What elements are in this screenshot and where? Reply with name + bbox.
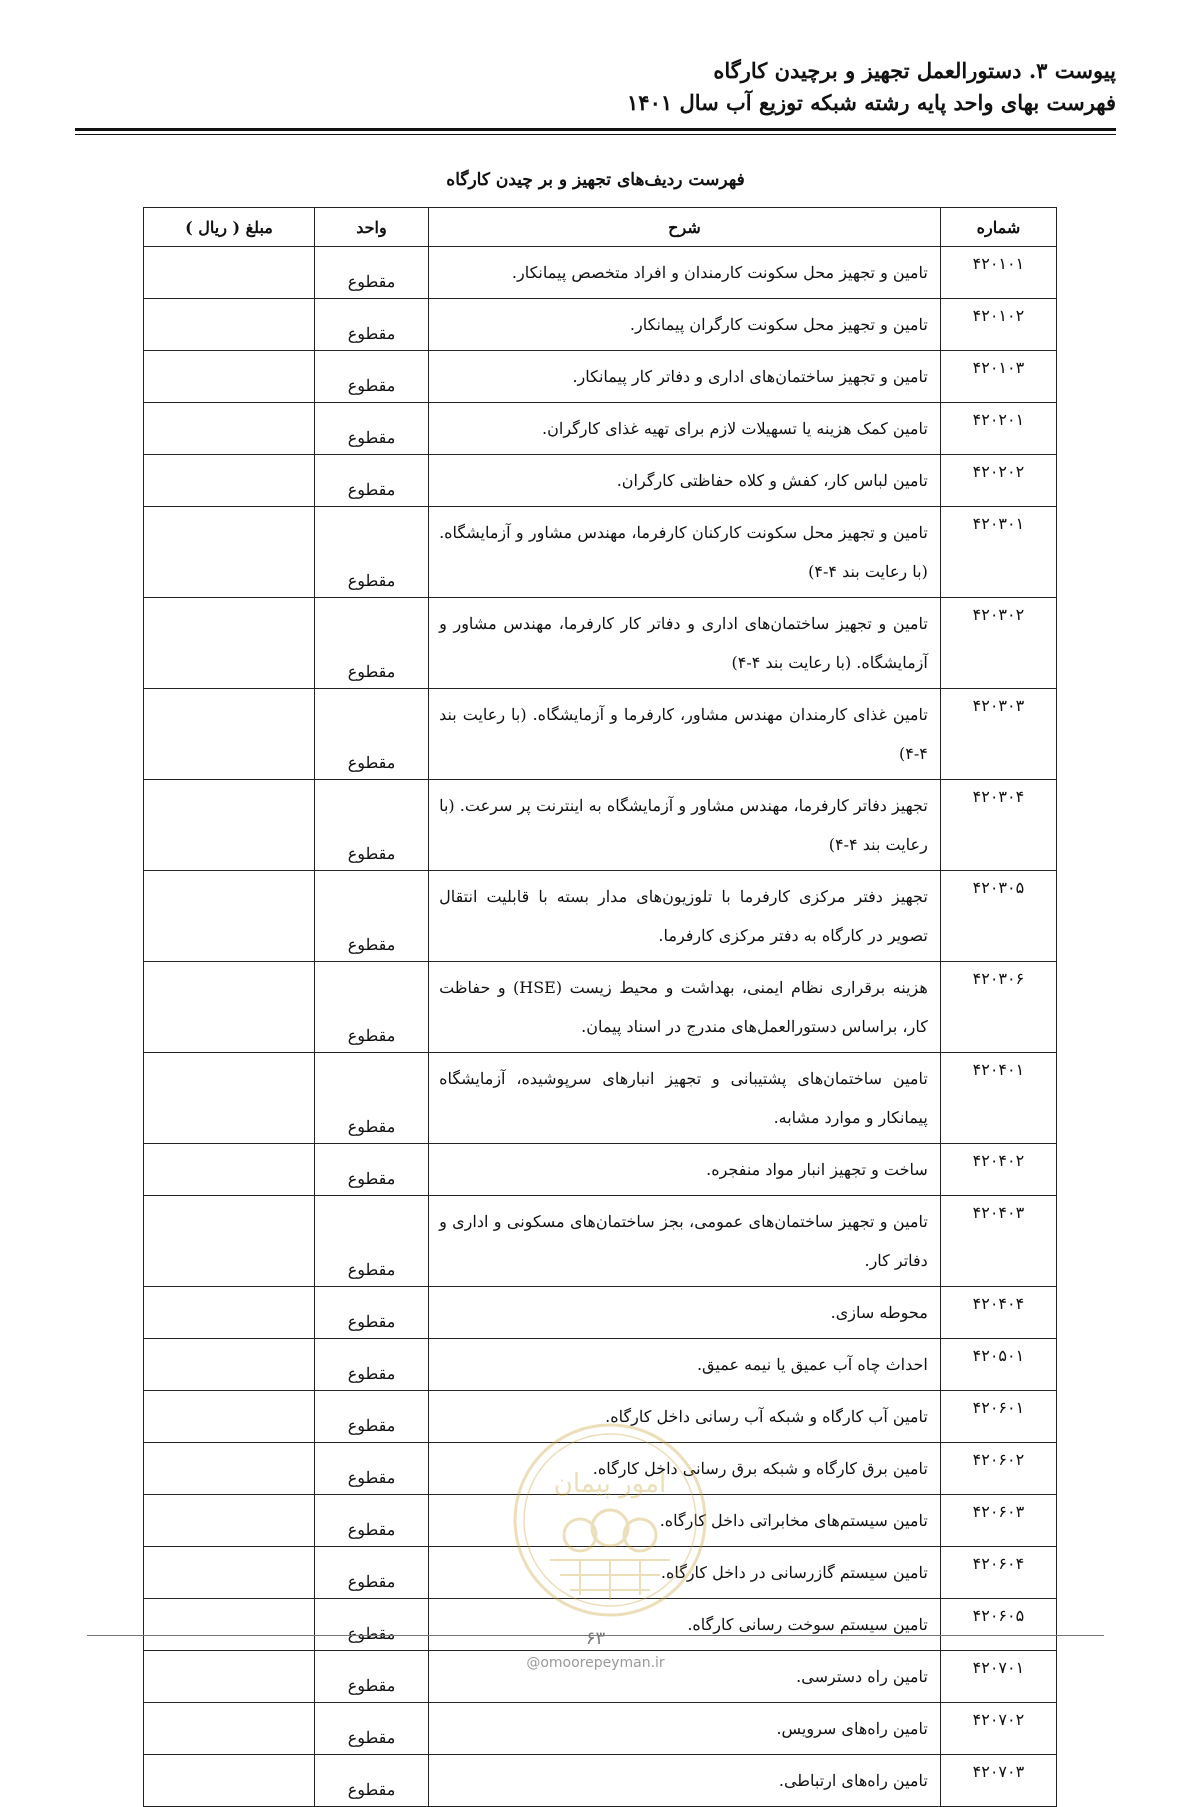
row-number: ۴۲۰۱۰۲ [940, 299, 1056, 351]
row-number: ۴۲۰۱۰۱ [940, 247, 1056, 299]
row-unit: مقطوع [314, 247, 428, 299]
row-unit: مقطوع [314, 1599, 428, 1651]
table-row [144, 871, 1057, 962]
table-row [144, 507, 1057, 598]
row-amount [144, 1495, 315, 1547]
row-number: ۴۲۰۳۰۶ [940, 962, 1056, 1053]
seal-text: امور پیمان [553, 1469, 667, 1499]
row-description: تامین راه‌های ارتباطی. [429, 1755, 941, 1807]
row-unit: مقطوع [314, 780, 428, 871]
row-description: تامین و تجهیز ساختمان‌های اداری و دفاتر کار پیمانکار. [429, 351, 941, 403]
table-row [144, 1755, 1057, 1807]
row-unit: مقطوع [314, 1443, 428, 1495]
row-description: تامین ساختمان‌های پشتیبانی و تجهیز انبارهای سرپوشیده، آزمایشگاه پیمانکار و موارد مشابه. [429, 1053, 941, 1144]
row-description: تامین و تجهیز محل سکونت کارمندان و افراد متخصص پیمانکار. [429, 247, 941, 299]
row-description: تامین برق کارگاه و شبکه برق رسانی داخل کارگاه. [429, 1443, 941, 1495]
row-description: تامین راه دسترسی. [429, 1651, 941, 1703]
row-amount [144, 455, 315, 507]
watermark-text: @omoorepeyman.ir [526, 1655, 665, 1671]
row-unit: مقطوع [314, 1144, 428, 1196]
table-row [144, 1287, 1057, 1339]
footer-rule [87, 1635, 1104, 1636]
row-amount [144, 1547, 315, 1599]
row-description: تامین غذای کارمندان مهندس مشاور، کارفرما و آزمایشگاه. (با رعایت بند ۴-۴) [429, 689, 941, 780]
row-unit: مقطوع [314, 1053, 428, 1144]
column-header-number: شماره [940, 208, 1056, 247]
row-amount [144, 1287, 315, 1339]
page-number: ۶۳ [585, 1628, 606, 1649]
row-unit: مقطوع [314, 351, 428, 403]
row-description: تامین سیستم سوخت رسانی کارگاه. [429, 1599, 941, 1651]
row-amount [144, 1144, 315, 1196]
column-header-unit: واحد [314, 208, 428, 247]
row-unit: مقطوع [314, 1287, 428, 1339]
table-row [144, 247, 1057, 299]
row-unit: مقطوع [314, 507, 428, 598]
row-description: هزینه برقراری نظام ایمنی، بهداشت و محیط زیست (HSE) و حفاظت کار، براساس دستورالعمل‌های مندرج در اسناد پیمان. [429, 962, 941, 1053]
row-description: تجهیز دفاتر کارفرما، مهندس مشاور و آزمایشگاه به اینترنت پر سرعت. (با رعایت بند ۴-۴) [429, 780, 941, 871]
row-number: ۴۲۰۶۰۱ [940, 1391, 1056, 1443]
header-title: پیوست ۳. دستورالعمل تجهیز و برچیدن کارگاه [713, 58, 1116, 83]
table-row [144, 299, 1057, 351]
header-subtitle: فهرست بهای واحد پایه رشته شبکه توزیع آب سال ۱۴۰۱ [627, 90, 1116, 115]
row-number: ۴۲۰۷۰۱ [940, 1651, 1056, 1703]
row-description: تامین سیستم‌های مخابراتی داخل کارگاه. [429, 1495, 941, 1547]
row-amount [144, 247, 315, 299]
row-unit: مقطوع [314, 1755, 428, 1807]
row-number: ۴۲۰۵۰۱ [940, 1339, 1056, 1391]
row-number: ۴۲۰۴۰۱ [940, 1053, 1056, 1144]
row-description: تامین و تجهیز محل سکونت کارکنان کارفرما، مهندس مشاور و آزمایشگاه. (با رعایت بند ۴-۴) [429, 507, 941, 598]
row-number: ۴۲۰۷۰۲ [940, 1703, 1056, 1755]
row-unit: مقطوع [314, 1547, 428, 1599]
table-row [144, 598, 1057, 689]
row-amount [144, 1053, 315, 1144]
row-number: ۴۲۰۳۰۵ [940, 871, 1056, 962]
table-row [144, 351, 1057, 403]
row-amount [144, 351, 315, 403]
row-unit: مقطوع [314, 598, 428, 689]
row-amount [144, 871, 315, 962]
table-row [144, 689, 1057, 780]
row-number: ۴۲۰۲۰۱ [940, 403, 1056, 455]
row-unit: مقطوع [314, 1651, 428, 1703]
row-number: ۴۲۰۳۰۴ [940, 780, 1056, 871]
row-number: ۴۲۰۱۰۳ [940, 351, 1056, 403]
table-row [144, 1703, 1057, 1755]
row-amount [144, 598, 315, 689]
table-title: فهرست ردیف‌های تجهیز و بر چیدن کارگاه [446, 170, 745, 190]
row-unit: مقطوع [314, 1391, 428, 1443]
page-header [75, 55, 1116, 119]
table-header-row [144, 208, 1057, 247]
row-number: ۴۲۰۴۰۳ [940, 1196, 1056, 1287]
header-rule-thin [75, 134, 1116, 135]
table-row [144, 403, 1057, 455]
row-description: محوطه سازی. [429, 1287, 941, 1339]
row-amount [144, 507, 315, 598]
table-row [144, 1196, 1057, 1287]
row-amount [144, 1391, 315, 1443]
row-amount [144, 1339, 315, 1391]
row-unit: مقطوع [314, 1339, 428, 1391]
row-description: تامین و تجهیز ساختمان‌های اداری و دفاتر کار کارفرما، مهندس مشاور و آزمایشگاه. (با رعایت بند ۴-۴) [429, 598, 941, 689]
row-description: تامین و تجهیز محل سکونت کارگران پیمانکار. [429, 299, 941, 351]
row-amount [144, 299, 315, 351]
row-description: تامین و تجهیز ساختمان‌های عمومی، بجز ساختمان‌های مسکونی و اداری و دفاتر کار. [429, 1196, 941, 1287]
row-unit: مقطوع [314, 871, 428, 962]
header-rule-thick [75, 128, 1116, 131]
row-description: تامین کمک هزینه یا تسهیلات لازم برای تهیه غذای کارگران. [429, 403, 941, 455]
row-unit: مقطوع [314, 455, 428, 507]
table-row [144, 1144, 1057, 1196]
table-row [144, 1053, 1057, 1144]
row-unit: مقطوع [314, 689, 428, 780]
row-description: تامین سیستم گازرسانی در داخل کارگاه. [429, 1547, 941, 1599]
row-unit: مقطوع [314, 1703, 428, 1755]
row-description: تجهیز دفتر مرکزی کارفرما با تلوزیون‌های مدار بسته با قابلیت انتقال تصویر در کارگاه به دفتر مرکزی کارفرما. [429, 871, 941, 962]
row-amount [144, 780, 315, 871]
row-unit: مقطوع [314, 962, 428, 1053]
table-row [144, 780, 1057, 871]
row-description: تامین لباس کار، کفش و کلاه حفاظتی کارگران. [429, 455, 941, 507]
row-number: ۴۲۰۳۰۲ [940, 598, 1056, 689]
row-amount [144, 962, 315, 1053]
seal-watermark-icon [510, 1420, 710, 1620]
row-unit: مقطوع [314, 1495, 428, 1547]
row-number: ۴۲۰۳۰۳ [940, 689, 1056, 780]
column-header-amount: مبلغ ( ریال ) [144, 208, 315, 247]
row-description: ساخت و تجهیز انبار مواد منفجره. [429, 1144, 941, 1196]
row-amount [144, 1196, 315, 1287]
table-row [144, 962, 1057, 1053]
column-header-description: شرح [429, 208, 941, 247]
row-number: ۴۲۰۴۰۴ [940, 1287, 1056, 1339]
row-amount [144, 1703, 315, 1755]
row-number: ۴۲۰۶۰۳ [940, 1495, 1056, 1547]
table-row [144, 455, 1057, 507]
row-unit: مقطوع [314, 1196, 428, 1287]
row-unit: مقطوع [314, 403, 428, 455]
row-number: ۴۲۰۶۰۴ [940, 1547, 1056, 1599]
row-number: ۴۲۰۶۰۲ [940, 1443, 1056, 1495]
row-amount [144, 1443, 315, 1495]
row-unit: مقطوع [314, 299, 428, 351]
row-number: ۴۲۰۶۰۵ [940, 1599, 1056, 1651]
row-number: ۴۲۰۲۰۲ [940, 455, 1056, 507]
table-row [144, 1339, 1057, 1391]
row-number: ۴۲۰۳۰۱ [940, 507, 1056, 598]
row-description: احداث چاه آب عمیق یا نیمه عمیق. [429, 1339, 941, 1391]
row-amount [144, 1755, 315, 1807]
row-description: تامین راه‌های سرویس. [429, 1703, 941, 1755]
row-number: ۴۲۰۴۰۲ [940, 1144, 1056, 1196]
row-amount [144, 403, 315, 455]
row-number: ۴۲۰۷۰۳ [940, 1755, 1056, 1807]
row-description: تامین آب کارگاه و شبکه آب رسانی داخل کارگاه. [429, 1391, 941, 1443]
row-amount [144, 689, 315, 780]
